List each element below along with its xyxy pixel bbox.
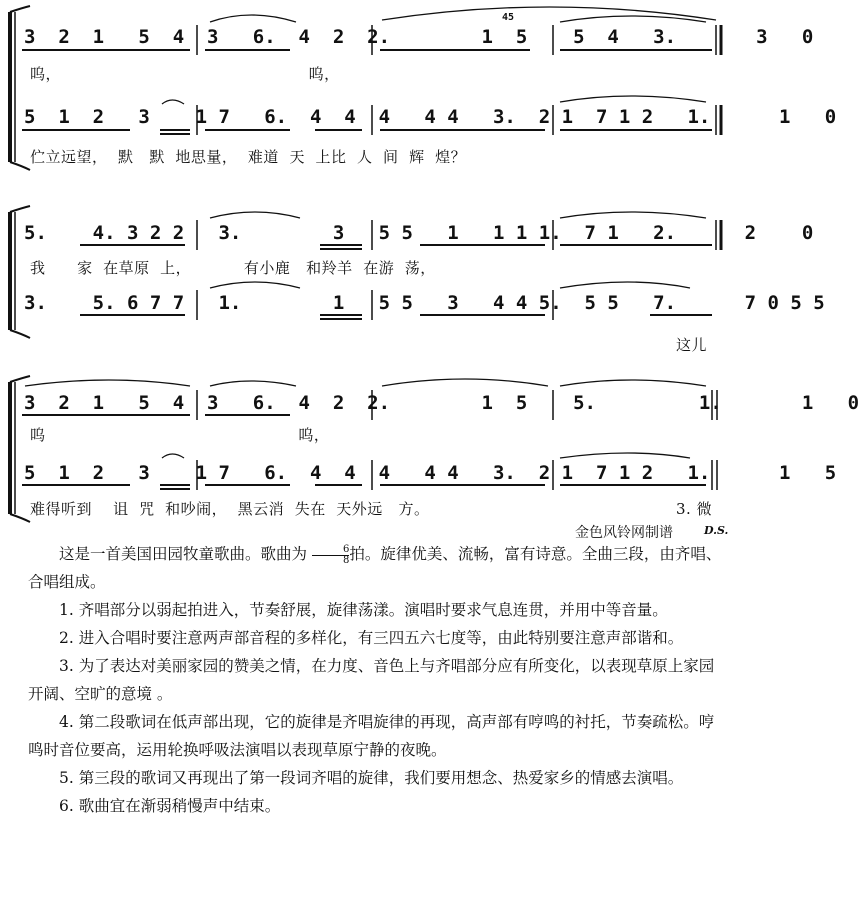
notes-item: 3. 为了表达对美丽家园的赞美之情，在力度、音色上与齐唱部分应有所变化，以表现草原上家园开阔、空旷的意境 。 <box>28 657 715 703</box>
notes-item: 4. 第二段歌词在低声部出现，它的旋律是齐唱旋律的再现，高声部有哼鸣的衬托，节奏疏松。哼鸣时音位要高，运用轮换呼吸法演唱以表现草原宁静的夜晚。 <box>28 713 715 759</box>
notes-intro: 这是一首美国田园牧童歌曲。歌曲为 $\frac{6}{8}$ 拍。旋律优美、流畅，富有诗意。全曲三段，由齐唱、合唱组成。 <box>28 543 722 591</box>
system-3-end-mark: 3. 微 <box>676 500 713 518</box>
system-2-lower-notes: 3. 5. 6 7 7 1. 1 5 5 3 4 4 5. 5 5 7. 7 0 5 5 <box>24 292 825 314</box>
system-3-upper-notes: 3 2 1 5 4 3 6. 4 2 2. 1 5 5. 1. 1 0 <box>24 392 859 414</box>
time-signature: $\frac{6}{8}$ <box>312 545 349 566</box>
system-2-upper-lyric: 我 家 在草原 上， 有小鹿 和羚羊 在游 荡， <box>30 259 436 277</box>
system-1-upper-notes: 3 2 1 5 4 3 6. 4 2 2. 1 5 5 4 3. 3 0 45 <box>24 12 814 48</box>
score-credit: 金色风铃网制谱 <box>575 525 673 541</box>
system-3-upper-lyric: 呜 呜， <box>30 426 330 444</box>
performance-notes <box>28 540 728 820</box>
notes-item: 1. 齐唱部分以弱起拍进入，节奏舒展，旋律荡漾。演唱时要求气息连贯，并用中等音量。 <box>59 601 668 619</box>
system-3-lower-notes: 5 1 2 3 1 7 6. 4 4 4 4 4 3. 2 1 7 1 2 1. 1 5 <box>24 462 837 484</box>
score-system-3 <box>0 370 859 541</box>
system-1-upper-lyric: 呜， 呜， <box>30 65 340 83</box>
system-1-lower-lyric: 伫立远望， 默 默 地思量， 难道 天 上比 人 间 辉 煌？ <box>30 148 467 166</box>
system-2-upper-notes: 5. 4. 3 2 2 3. 3 5 5 1 1 1 1. 7 1 2. 2 0 <box>24 222 814 244</box>
system-1-lower-notes: 5 1 2 3 1 7 6. 4 4 4 4 4 3. 2 1 7 1 2 1. 1 0 <box>24 106 837 128</box>
system-2-lower-lyric: 这儿 <box>676 336 708 354</box>
notes-item: 5. 第三段的歌词又再现出了第一段词齐唱的旋律，我们要用想念、热爱家乡的情感去演唱。 <box>59 769 684 787</box>
notes-item: 2. 进入合唱时要注意两声部音程的多样化，有三四五六七度等，由此特别要注意声部谐和。 <box>59 629 684 647</box>
score-system-1 <box>0 0 837 180</box>
ds-mark: D.S. <box>704 524 729 537</box>
system-3-lower-lyric: 难得听到 诅 咒 和吵闹， 黑云消 失在 天外远 方。 <box>30 500 430 518</box>
score-system-2 <box>0 200 825 360</box>
notes-item: 6. 歌曲宜在渐弱稍慢声中结束。 <box>59 797 281 815</box>
